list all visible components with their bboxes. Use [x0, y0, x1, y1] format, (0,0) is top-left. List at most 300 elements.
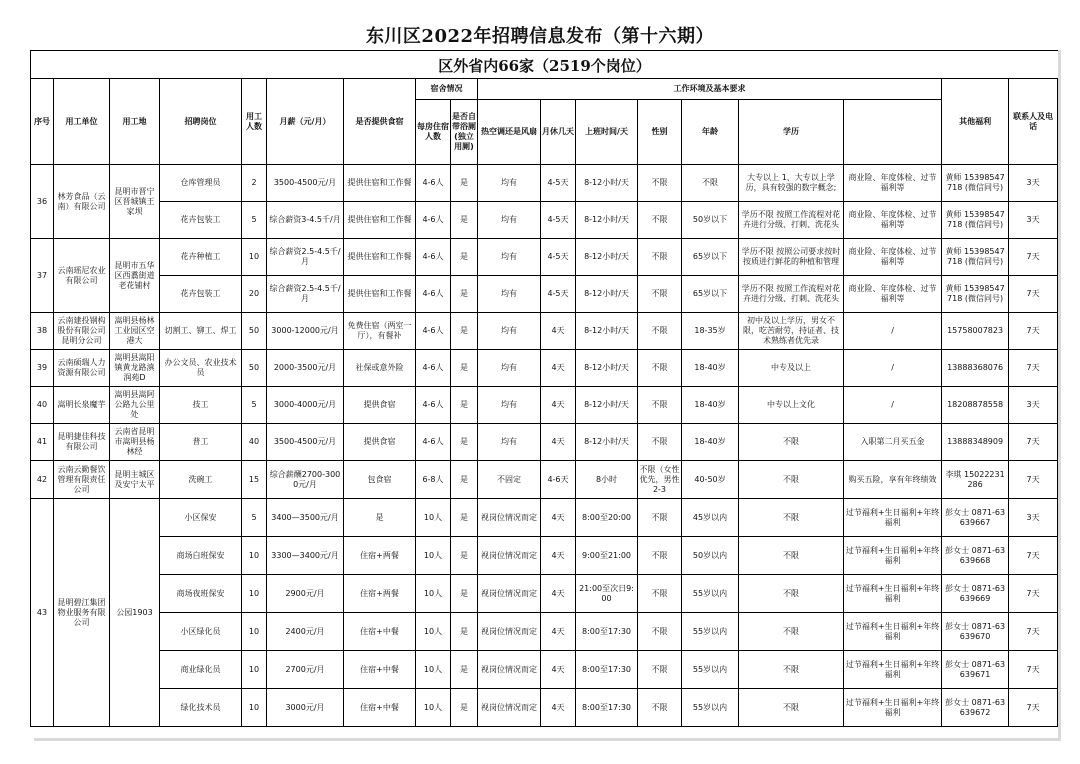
cell-age: 55岁以内	[682, 651, 739, 689]
cell-employer: 林芳食品（云南）有限公司	[54, 165, 110, 239]
cell-count: 2	[242, 165, 267, 202]
cell-age: 65岁以下	[682, 239, 739, 276]
table-row	[31, 499, 1058, 537]
cell-hours: 8:00至17:30	[576, 651, 638, 689]
cell-days: 4-5天	[541, 202, 576, 239]
cell-education	[739, 202, 844, 239]
header-days: 月休几天	[541, 100, 576, 165]
cell-hours: 8-12小时/天	[576, 165, 638, 202]
cell-hours: 8:00至20:00	[576, 499, 638, 537]
header-salary: 月薪（元/月）	[267, 79, 344, 165]
cell-gender	[638, 461, 682, 499]
cell-board: 提供住宿和工作餐	[344, 276, 416, 313]
table-row	[31, 276, 1058, 313]
cell-gender: 不限	[638, 537, 682, 575]
header-gender: 性别	[638, 100, 682, 165]
cell-education: 不限	[739, 537, 844, 575]
header-count: 用工人数	[242, 79, 267, 165]
cell-position: 洗碗工	[160, 461, 242, 499]
cell-position: 技工	[160, 387, 242, 424]
cell-per-room: 4-6人	[416, 202, 451, 239]
cell-age: 18-35岁	[682, 313, 739, 350]
cell-position: 商场白班保安	[160, 537, 242, 575]
cell-valid: 7天	[1009, 239, 1058, 276]
cell-ac: 均有	[478, 313, 541, 350]
cell-benefits: 过节福利+生日福利+年终福利	[844, 499, 942, 537]
cell-per-room: 10人	[416, 499, 451, 537]
cell-benefits: 入职第二月买五金	[844, 424, 942, 461]
cell-days: 4-6天	[541, 461, 576, 499]
cell-contact: 黄师 15398547718 (微信同号)	[942, 202, 1009, 239]
cell-bath: 是	[451, 165, 478, 202]
cell-bath: 是	[451, 461, 478, 499]
cell-days: 4天	[541, 689, 576, 727]
cell-gender: 不限	[638, 350, 682, 387]
employer-text: 云南硕瑞人力资源有限公司	[57, 358, 106, 377]
cell-valid: 7天	[1009, 537, 1058, 575]
cell-board: 提供食宿	[344, 424, 416, 461]
table-row	[31, 202, 1058, 239]
cell-gender: 不限	[638, 387, 682, 424]
cell-ac: 视岗位情况而定	[478, 537, 541, 575]
cell-contact: 彭女士 0871-63639671	[942, 651, 1009, 689]
cell-board: 提供住宿和工作餐	[344, 165, 416, 202]
cell-count: 10	[242, 537, 267, 575]
cell-benefits: 过节福利+生日福利+年终福利	[844, 537, 942, 575]
cell-count: 10	[242, 689, 267, 727]
cell-position: 小区保安	[160, 499, 242, 537]
table-row	[31, 613, 1058, 651]
cell-count: 15	[242, 461, 267, 499]
cell-gender: 不限	[638, 613, 682, 651]
cell-per-room: 10人	[416, 575, 451, 613]
cell-salary: 2900元/月	[267, 575, 344, 613]
cell-days: 4-5天	[541, 276, 576, 313]
cell-days: 4天	[541, 313, 576, 350]
education-text: 大专以上 1、大专以上学历，具有较强的数字概念;	[745, 173, 837, 192]
cell-per-room: 10人	[416, 537, 451, 575]
cell-ac: 均有	[478, 202, 541, 239]
cell-bath: 是	[451, 424, 478, 461]
cell-position: 绿化技术员	[160, 689, 242, 727]
education-text: 不限	[783, 474, 799, 484]
education-text: 中专以上文化	[767, 400, 815, 409]
cell-education	[739, 424, 844, 461]
cell-count: 10	[242, 651, 267, 689]
employer-text: 昆明捷佳科技有限公司	[57, 432, 106, 451]
education-text: 不限	[783, 437, 799, 446]
cell-age: 45岁以内	[682, 499, 739, 537]
cell-days: 4-5天	[541, 239, 576, 276]
cell-bath: 是	[451, 537, 478, 575]
cell-gender: 不限	[638, 499, 682, 537]
cell-gender: 不限	[638, 165, 682, 202]
cell-gender: 不限	[638, 239, 682, 276]
cell-valid: 7天	[1009, 276, 1058, 313]
cell-ac: 均有	[478, 165, 541, 202]
header-dorm-per-room: 每房住宿人数	[416, 100, 451, 165]
cell-contact: 彭女士 0871-63639669	[942, 575, 1009, 613]
cell-ac: 均有	[478, 239, 541, 276]
cell-age: 40-50岁	[682, 461, 739, 499]
cell-hours: 9:00至21:00	[576, 537, 638, 575]
cell-count: 5	[242, 499, 267, 537]
header-contact: 联系人及电话	[1009, 79, 1058, 165]
cell-bath: 是	[451, 350, 478, 387]
cell-hours: 8-12小时/天	[576, 239, 638, 276]
header-age: 年龄	[682, 100, 739, 165]
cell-location	[110, 313, 160, 350]
cell-days: 4天	[541, 387, 576, 424]
cell-position: 切割工、铆工、焊工	[160, 313, 242, 350]
header-board: 是否提供食宿	[344, 79, 416, 165]
cell-age: 55岁以内	[682, 689, 739, 727]
cell-salary: 3500-4500元/月	[267, 424, 344, 461]
cell-position: 小区绿化员	[160, 613, 242, 651]
cell-valid: 3天	[1009, 499, 1058, 537]
cell-age: 18-40岁	[682, 424, 739, 461]
cell-ac: 不固定	[478, 461, 541, 499]
cell-valid: 3天	[1009, 202, 1058, 239]
cell-days: 4天	[541, 575, 576, 613]
cell-valid: 3天	[1009, 165, 1058, 202]
cell-days: 4天	[541, 424, 576, 461]
cell-salary: 综合薪资3-4.5千/月	[267, 202, 344, 239]
cell-valid: 7天	[1009, 689, 1058, 727]
cell-bath: 是	[451, 387, 478, 424]
cell-seq: 41	[31, 424, 54, 461]
cell-per-room: 4-6人	[416, 424, 451, 461]
cell-per-room: 4-6人	[416, 239, 451, 276]
cell-benefits: 过节福利+生日福利+年终福利	[844, 689, 942, 727]
table-row	[31, 575, 1058, 613]
cell-per-room: 10人	[416, 689, 451, 727]
cell-salary: 3400—3500元/月	[267, 499, 344, 537]
cell-employer: 昆明碧江集团物业服务有限公司	[54, 499, 110, 727]
cell-benefits: 商业险、年度体检、过节福利等	[844, 239, 942, 276]
cell-education: 不限	[739, 499, 844, 537]
cell-salary: 3500-4500元/月	[267, 165, 344, 202]
cell-valid: 7天	[1009, 424, 1058, 461]
cell-seq: 40	[31, 387, 54, 424]
cell-board: 住宿+两餐	[344, 537, 416, 575]
cell-gender: 不限	[638, 575, 682, 613]
cell-employer	[54, 424, 110, 461]
cell-salary: 3000元/月	[267, 689, 344, 727]
cell-salary: 2000-3500元/月	[267, 350, 344, 387]
education-text: 学历不限 按照公司要求按时按质进行鲜花的种植和管理	[741, 247, 841, 266]
cell-contact: 彭女士 0871-63639667	[942, 499, 1009, 537]
cell-count: 50	[242, 350, 267, 387]
page-shadow-bottom	[34, 738, 1061, 741]
recruitment-table	[30, 78, 1058, 727]
cell-bath: 是	[451, 689, 478, 727]
cell-contact: 黄师 15398547718 (微信同号)	[942, 239, 1009, 276]
cell-per-room: 4-6人	[416, 387, 451, 424]
cell-salary: 2400元/月	[267, 613, 344, 651]
location-text: 嵩明县嵩阿公路九公里处	[114, 390, 155, 419]
cell-position: 办公文员、农业技术员	[160, 350, 242, 387]
cell-count: 5	[242, 202, 267, 239]
cell-salary: 综合薪酬2700-3000元/月	[267, 461, 344, 499]
cell-hours: 8-12小时/天	[576, 387, 638, 424]
cell-education	[739, 165, 844, 202]
cell-ac: 视岗位情况而定	[478, 689, 541, 727]
cell-location	[110, 350, 160, 387]
cell-age: 不限	[682, 165, 739, 202]
table-row	[31, 689, 1058, 727]
cell-benefits: 过节福利+生日福利+年终福利	[844, 613, 942, 651]
cell-gender: 不限	[638, 689, 682, 727]
cell-benefits: 商业险、年度体检、过节福利等	[844, 165, 942, 202]
cell-per-room: 4-6人	[416, 350, 451, 387]
cell-position: 商场夜班保安	[160, 575, 242, 613]
cell-contact: 15758007823	[942, 313, 1009, 350]
cell-ac: 均有	[478, 276, 541, 313]
cell-days: 4天	[541, 613, 576, 651]
cell-contact: 18208878558	[942, 387, 1009, 424]
cell-benefits: 过节福利+生日福利+年终福利	[844, 651, 942, 689]
header-location: 用工地	[110, 79, 160, 165]
cell-education	[739, 350, 844, 387]
cell-bath: 是	[451, 239, 478, 276]
header-dorm-group: 宿舍情况	[416, 79, 478, 100]
cell-ac: 均有	[478, 424, 541, 461]
cell-contact: 13888348909	[942, 424, 1009, 461]
education-text: 中专及以上	[771, 363, 811, 372]
cell-hours: 8-12小时/天	[576, 313, 638, 350]
location-text: 嵩明县嵩阳镇黄龙路滇润苑D	[114, 353, 155, 382]
cell-salary: 3000-4000元/月	[267, 387, 344, 424]
cell-location	[110, 424, 160, 461]
cell-ac: 均有	[478, 387, 541, 424]
page-title: 东川区2022年招聘信息发布（第十六期）	[365, 26, 715, 47]
cell-position: 花卉包装工	[160, 202, 242, 239]
cell-per-room: 4-6人	[416, 313, 451, 350]
cell-location	[110, 461, 160, 499]
education-text: 初中及以上学历，男女不限，吃苦耐劳，持证者、技术熟练者优先录	[743, 316, 839, 345]
table-row	[31, 461, 1058, 499]
cell-valid: 3天	[1009, 387, 1058, 424]
cell-per-room: 10人	[416, 651, 451, 689]
cell-board: 提供食宿	[344, 387, 416, 424]
cell-ac: 均有	[478, 350, 541, 387]
cell-board: 住宿+中餐	[344, 613, 416, 651]
header-education: 学历	[739, 100, 844, 165]
cell-contact: 黄师 15398547718 (微信同号)	[942, 165, 1009, 202]
header-dorm-bath: 是否自带浴厕(独立用厕)	[451, 100, 478, 165]
header-position: 招聘岗位	[160, 79, 242, 165]
location-text: 昆明主城区及安宁太平	[114, 469, 155, 489]
cell-count: 20	[242, 276, 267, 313]
cell-benefits: 过节福利+生日福利+年终福利	[844, 575, 942, 613]
cell-per-room: 6-8人	[416, 461, 451, 499]
location-text: 嵩明县杨林工业园区空港大	[114, 316, 155, 345]
cell-location: 昆明市晋宁区晋城镇王家坝	[110, 165, 160, 239]
cell-position: 普工	[160, 424, 242, 461]
cell-gender: 不限	[638, 276, 682, 313]
cell-valid: 7天	[1009, 651, 1058, 689]
location-text: 云南省昆明市嵩明县杨林经	[114, 427, 155, 456]
table-row	[31, 424, 1058, 461]
cell-board: 是	[344, 499, 416, 537]
cell-board: 提供住宿和工作餐	[344, 239, 416, 276]
cell-per-room: 4-6人	[416, 165, 451, 202]
cell-contact: 彭女士 0871-63639672	[942, 689, 1009, 727]
cell-salary: 3000-12000元/月	[267, 313, 344, 350]
cell-employer	[54, 350, 110, 387]
cell-contact: 李琪 15022231286	[942, 461, 1009, 499]
cell-age: 55岁以内	[682, 575, 739, 613]
cell-gender: 不限	[638, 651, 682, 689]
cell-benefits: /	[844, 387, 942, 424]
cell-hours: 8:00至17:30	[576, 613, 638, 651]
cell-employer: 云南瑶尼农业有限公司	[54, 239, 110, 313]
cell-ac: 视岗位情况而定	[478, 575, 541, 613]
cell-bath: 是	[451, 575, 478, 613]
table-row	[31, 313, 1058, 350]
cell-valid: 7天	[1009, 613, 1058, 651]
page-shadow-right	[1058, 50, 1061, 740]
cell-benefits: 商业险、年度体检、过节福利等	[844, 202, 942, 239]
cell-age: 55岁以内	[682, 613, 739, 651]
cell-education	[739, 239, 844, 276]
cell-ac: 视岗位情况而定	[478, 651, 541, 689]
cell-salary: 综合薪资2.5-4.5千/月	[267, 239, 344, 276]
cell-position: 花卉包装工	[160, 276, 242, 313]
cell-hours: 8-12小时/天	[576, 276, 638, 313]
cell-gender: 不限	[638, 424, 682, 461]
cell-valid: 7天	[1009, 350, 1058, 387]
cell-salary: 综合薪资2.5-4.5千/月	[267, 276, 344, 313]
cell-board: 包食宿	[344, 461, 416, 499]
cell-contact: 彭女士 0871-63639670	[942, 613, 1009, 651]
header-hours: 上班时间/天	[576, 100, 638, 165]
cell-education	[739, 387, 844, 424]
cell-position: 仓库管理员	[160, 165, 242, 202]
cell-ac: 视岗位情况而定	[478, 499, 541, 537]
cell-bath: 是	[451, 499, 478, 537]
cell-seq: 39	[31, 350, 54, 387]
cell-education	[739, 313, 844, 350]
cell-age: 50岁以内	[682, 537, 739, 575]
cell-seq: 36	[31, 165, 54, 239]
cell-benefits: 商业险、年度体检、过节福利等	[844, 276, 942, 313]
cell-bath: 是	[451, 313, 478, 350]
cell-hours: 8-12小时/天	[576, 424, 638, 461]
cell-days: 4天	[541, 499, 576, 537]
employer-text: 嵩明长泉魔芋	[57, 400, 106, 409]
header-benefits: 其他福利	[942, 79, 1009, 165]
cell-gender: 不限	[638, 313, 682, 350]
cell-hours: 21:00至次日9:00	[576, 575, 638, 613]
cell-employer	[54, 387, 110, 424]
gender-text: 不限（女性优先，男性2-3	[639, 464, 680, 494]
cell-valid: 7天	[1009, 313, 1058, 350]
cell-salary: 3300—3400元/月	[267, 537, 344, 575]
cell-days: 4天	[541, 350, 576, 387]
cell-age: 18-40岁	[682, 387, 739, 424]
cell-seq: 42	[31, 461, 54, 499]
cell-days: 4-5天	[541, 165, 576, 202]
cell-age: 65岁以下	[682, 276, 739, 313]
cell-bath: 是	[451, 613, 478, 651]
cell-education: 不限	[739, 575, 844, 613]
cell-count: 10	[242, 239, 267, 276]
cell-benefits: 购买五险，享有年终绩效	[844, 461, 942, 499]
cell-board: 住宿+中餐	[344, 651, 416, 689]
cell-hours: 8-12小时/天	[576, 350, 638, 387]
cell-education: 不限	[739, 613, 844, 651]
header-seq: 序号	[31, 79, 54, 165]
header-dorm-ac: 热空调还是风扇	[478, 100, 541, 165]
cell-contact: 黄师 15398547718 (微信同号)	[942, 276, 1009, 313]
cell-employer	[54, 461, 110, 499]
table-row	[31, 239, 1058, 276]
cell-education: 不限	[739, 651, 844, 689]
cell-education: 不限	[739, 689, 844, 727]
cell-valid: 7天	[1009, 461, 1058, 499]
employer-text: 云南云勤餐饮管理有限责任公司	[57, 464, 106, 494]
cell-count: 50	[242, 313, 267, 350]
cell-board: 免费住宿（两室一厅），有餐补	[344, 313, 416, 350]
cell-bath: 是	[451, 651, 478, 689]
header-work-group: 工作环境及基本要求	[478, 79, 942, 100]
table-row	[31, 651, 1058, 689]
cell-days: 4天	[541, 537, 576, 575]
cell-age: 18-40岁	[682, 350, 739, 387]
cell-benefits: /	[844, 313, 942, 350]
cell-per-room: 10人	[416, 613, 451, 651]
cell-board: 住宿+两餐	[344, 575, 416, 613]
cell-location: 昆明市五华区西翥街道老花铺村	[110, 239, 160, 313]
cell-board: 社保或意外险	[344, 350, 416, 387]
cell-count: 10	[242, 613, 267, 651]
cell-seq: 37	[31, 239, 54, 313]
cell-board: 提供住宿和工作餐	[344, 202, 416, 239]
cell-bath: 是	[451, 202, 478, 239]
cell-seq: 38	[31, 313, 54, 350]
header-employer: 用工单位	[54, 79, 110, 165]
cell-ac: 视岗位情况而定	[478, 613, 541, 651]
table-row	[31, 165, 1058, 202]
cell-employer	[54, 313, 110, 350]
cell-hours: 8-12小时/天	[576, 202, 638, 239]
cell-age: 50岁以下	[682, 202, 739, 239]
cell-valid: 7天	[1009, 575, 1058, 613]
cell-contact: 13888368076	[942, 350, 1009, 387]
table-row	[31, 387, 1058, 424]
cell-count: 5	[242, 387, 267, 424]
table-subtitle: 区外省内66家（2519个岗位）	[30, 50, 1059, 79]
cell-contact: 彭女士 0871-63639668	[942, 537, 1009, 575]
cell-salary: 2700元/月	[267, 651, 344, 689]
education-text: 学历不限 按照工作流程对花卉进行分级、打刺、洗花头	[741, 284, 841, 303]
cell-gender: 不限	[638, 202, 682, 239]
cell-position: 花卉种植工	[160, 239, 242, 276]
table-row	[31, 350, 1058, 387]
table-row	[31, 537, 1058, 575]
cell-location	[110, 387, 160, 424]
cell-per-room: 4-6人	[416, 276, 451, 313]
cell-location: 公园1903	[110, 499, 160, 727]
cell-benefits: /	[844, 350, 942, 387]
cell-days: 4天	[541, 651, 576, 689]
education-text: 学历不限 按照工作流程对花卉进行分级、打刺、洗花头	[741, 210, 841, 229]
employer-text: 云南建投钢构股份有限公司昆明分公司	[57, 316, 106, 345]
cell-bath: 是	[451, 276, 478, 313]
cell-position: 商业绿化员	[160, 651, 242, 689]
